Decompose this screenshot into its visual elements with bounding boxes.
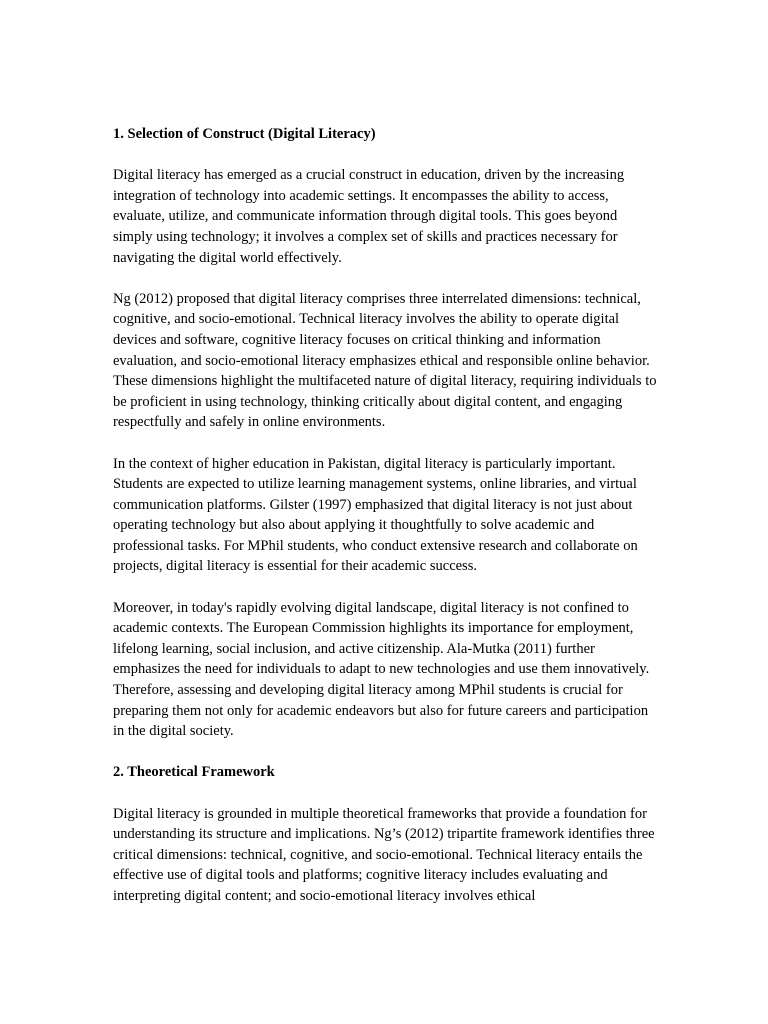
section-1-heading: 1. Selection of Construct (Digital Literacy) xyxy=(113,126,376,142)
section-1-paragraph-4: Moreover, in today's rapidly evolving digital landscape, digital literacy is not confined to academic contexts. The European Commission highlights its importance for employment, lifelong learning, social inclusion, and active citizenship. Ala-Mutka (2011) further emphasizes the need for individuals to adapt to new technologies and use them innovatively. Therefore, assessing and developing digital literacy among MPhil students is crucial for preparing them not only for academic endeavors but also for future careers and participation in the digital society. xyxy=(113,599,650,740)
section-2-paragraph-1: Digital literacy is grounded in multiple theoretical frameworks that provide a foundation for understanding its structure and implications. Ng’s (2012) tripartite framework identifies three critical dimensions: technical, cognitive, and socio-emotional. Technical literacy entails the effective use of digital tools and platforms; cognitive literacy includes evaluating and interpreting digital content; and socio-emotional literacy involves ethical xyxy=(113,805,655,904)
section-2-heading: 2. Theoretical Framework xyxy=(113,764,275,781)
document-page xyxy=(113,124,658,927)
section-1-paragraph-3: In the context of higher education in Pakistan, digital literacy is particularly important. Students are expected to utilize learning management systems, online libraries, and virtual communication platforms. Gilster (1997) emphasized that digital literacy is not just about operating technology but also about applying it thoughtfully to solve academic and professional tasks. For MPhil students, who conduct extensive research and collaborate on projects, digital literacy is essential for their academic success. xyxy=(113,455,638,575)
section-1-paragraph-2: Ng (2012) proposed that digital literacy comprises three interrelated dimensions: technical, cognitive, and socio-emotional. Technical literacy involves the ability to operate digital devices and software, cognitive literacy focuses on critical thinking and information evaluation, and socio-emotional literacy emphasizes ethical and responsible online behavior. These dimensions highlight the multifaceted nature of digital literacy, requiring individuals to be proficient in using technology, thinking critically about digital content, and engaging respectfully and safely in online environments. xyxy=(113,290,657,431)
section-1-paragraph-1: Digital literacy has emerged as a crucial construct in education, driven by the increasing integration of technology into academic settings. It encompasses the ability to access, evaluate, utilize, and communicate information through digital tools. This goes beyond simply using technology; it involves a complex set of skills and practices necessary for navigating the digital world effectively. xyxy=(113,167,625,266)
